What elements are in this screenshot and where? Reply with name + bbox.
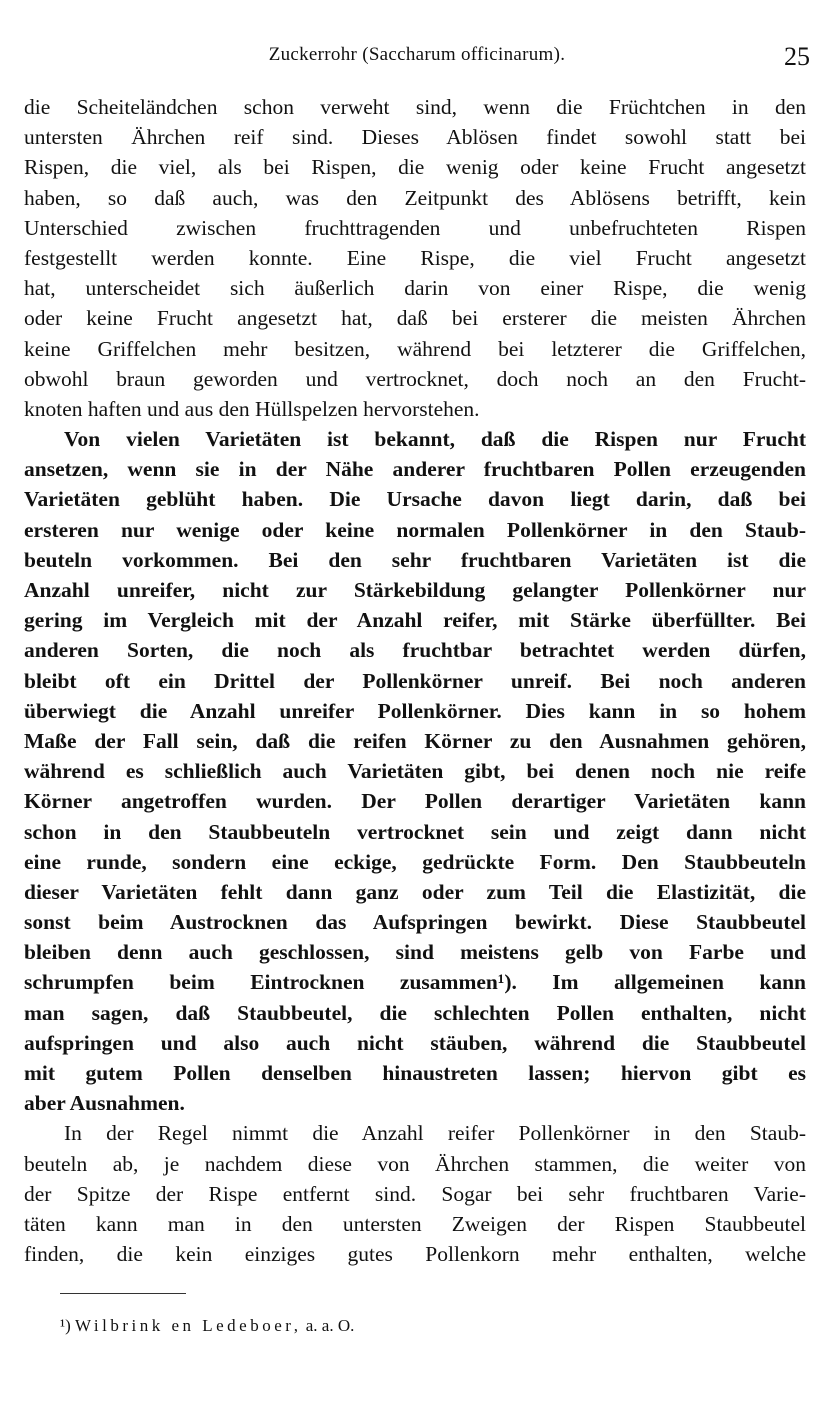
text-line: die Scheiteländchen schon verweht sind, wenn die Früchtchen in den — [24, 95, 806, 119]
text-line: ersteren nur wenige oder keine normalen Pollenkörner in den Staub- — [24, 517, 806, 542]
text-line: Von vielen Varietäten ist bekannt, daß die Rispen nur Frucht — [64, 427, 806, 452]
text-line: knoten haften und aus den Hüllspelzen hervorstehen. — [24, 396, 480, 421]
text-line: täten kann man in den untersten Zweigen der Rispen Staubbeutel — [24, 1211, 806, 1236]
text-line: Maße der Fall sein, daß die reifen Körner zu den Ausnahmen gehören, — [24, 728, 806, 753]
text-line: Anzahl unreifer, nicht zur Stärkebildung gelangter Pollenkörner nur — [24, 578, 806, 602]
text-line: hat, unterscheidet sich äußerlich darin von einer Rispe, die wenig — [24, 276, 806, 301]
text-line: ansetzen, wenn sie in der Nähe anderer fruchtbaren Pollen erzeugenden — [24, 457, 806, 482]
text-line: Unterschied zwischen fruchttragenden und unbefruchteten Rispen — [24, 215, 806, 240]
text-line: keine Griffelchen mehr besitzen, während bei letzterer die Griffelchen, — [24, 336, 806, 361]
footnote-reference: a. a. O. — [305, 1316, 355, 1335]
text-line: überwiegt die Anzahl unreifer Pollenkörner. Dies kann in so hohem — [24, 698, 806, 723]
paragraph-2 — [24, 424, 806, 1118]
text-line: Rispen, die viel, als bei Rispen, die wenig oder keine Frucht angesetzt — [24, 155, 806, 180]
text-line: haben, so daß auch, was den Zeitpunkt des Ablösens betrifft, kein — [24, 185, 806, 210]
paragraph-3 — [24, 1118, 806, 1269]
footnote-authors: Wilbrink en Ledeboer, — [75, 1316, 302, 1335]
text-line: obwohl braun geworden und vertrocknet, doch noch an den Frucht- — [24, 366, 806, 391]
text-line: bleiben denn auch geschlossen, sind meistens gelb von Farbe und — [24, 940, 806, 965]
text-line: man sagen, daß Staubbeutel, die schlechten Pollen enthalten, nicht — [24, 1000, 806, 1025]
text-line: Körner angetroffen wurden. Der Pollen derartiger Varietäten kann — [24, 789, 806, 814]
text-line: untersten Ährchen reif sind. Dieses Ablösen findet sowohl statt bei — [24, 125, 806, 150]
page-number: 25 — [784, 42, 810, 71]
text-line: dieser Varietäten fehlt dann ganz oder zum Teil die Elastizität, die — [24, 879, 806, 904]
text-line: aufspringen und also auch nicht stäuben, während die Staubbeutel — [24, 1030, 806, 1055]
text-line: schon in den Staubbeuteln vertrocknet sein und zeigt dann nicht — [24, 819, 806, 844]
footnote-divider — [60, 1293, 186, 1294]
text-line: sonst beim Austrocknen das Aufspringen bewirkt. Diese Staubbeutel — [24, 910, 806, 935]
text-line: gering im Vergleich mit der Anzahl reifer, mit Stärke überfüllter. Bei — [24, 608, 806, 633]
text-line: aber Ausnahmen. — [24, 1091, 185, 1116]
text-line: Varietäten geblüht haben. Die Ursache davon liegt darin, daß bei — [24, 487, 806, 512]
text-line: finden, die kein einziges gutes Pollenkorn mehr enthalten, welche — [24, 1242, 806, 1267]
text-line: eine runde, sondern eine eckige, gedrückte Form. Den Staubbeuteln — [24, 849, 806, 874]
text-line: beuteln vorkommen. Bei den sehr fruchtbaren Varietäten ist die — [24, 547, 806, 572]
text-line: während es schließlich auch Varietäten gibt, bei denen noch nie reife — [24, 759, 806, 784]
text-line: oder keine Frucht angesetzt hat, daß bei ersterer die meisten Ährchen — [24, 306, 806, 331]
running-head — [22, 44, 812, 72]
footnote — [60, 1316, 354, 1336]
text-line: mit gutem Pollen denselben hinaustreten lassen; hiervon gibt es — [24, 1061, 806, 1085]
body-text — [24, 92, 806, 1269]
paragraph-1 — [24, 92, 806, 424]
text-line-with-footnote-ref: schrumpfen beim Eintrocknen zusammen¹). Im allgemeinen kann — [24, 970, 806, 995]
running-title: Zuckerrohr (Saccharum officinarum). — [268, 44, 566, 65]
text-line: anderen Sorten, die noch als fruchtbar betrachtet werden dürfen, — [24, 638, 806, 663]
text-line: bleibt oft ein Drittel der Pollenkörner unreif. Bei noch anderen — [24, 668, 806, 693]
text-line: beuteln ab, je nachdem diese von Ährchen stammen, die weiter von — [24, 1151, 806, 1176]
text-line: der Spitze der Rispe entfernt sind. Sogar bei sehr fruchtbaren Varie- — [24, 1181, 806, 1206]
footnote-marker: ¹) — [60, 1316, 71, 1335]
text-line: festgestellt werden konnte. Eine Rispe, die viel Frucht angesetzt — [24, 245, 806, 270]
text-line: In der Regel nimmt die Anzahl reifer Pollenkörner in den Staub- — [64, 1121, 806, 1146]
